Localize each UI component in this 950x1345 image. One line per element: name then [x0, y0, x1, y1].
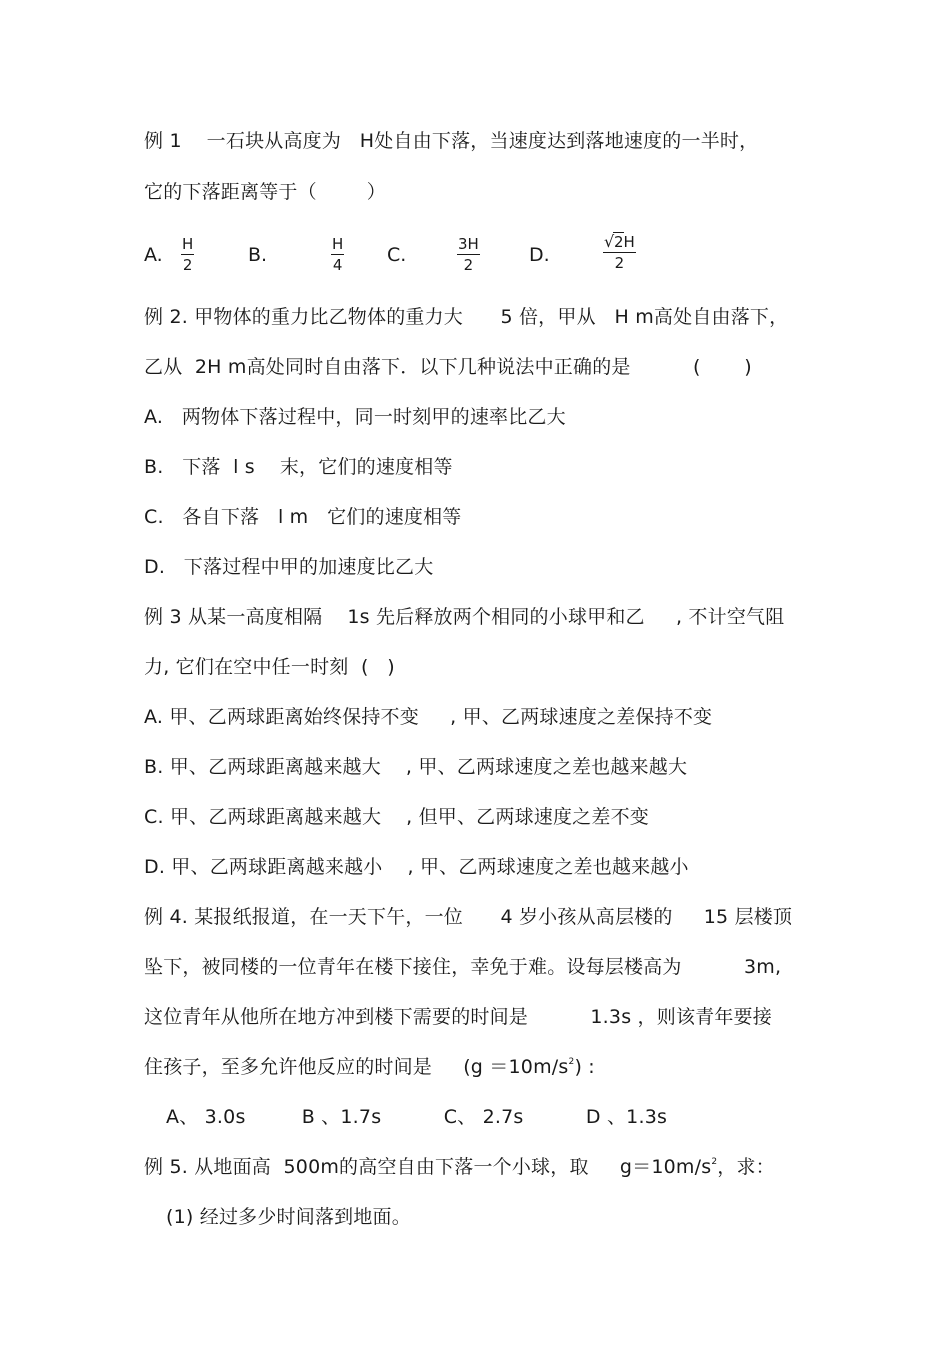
q1-option-a-label: A. [144, 244, 163, 266]
superscript: 2 [711, 1157, 718, 1167]
q1-stem-line2: 它的下落距离等于（ ） [144, 181, 386, 203]
q2-option-d: D. 下落过程中甲的加速度比乙大 [144, 556, 434, 578]
q2-stem-line1: 例 2. 甲物体的重力比乙物体的重力大 5 倍，甲从 H m高处自由落下， [144, 306, 789, 328]
q1-option-c-label: C. [387, 244, 407, 266]
q4-stem-line2: 坠下，被同楼的一位青年在楼下接住，幸免于难。设每层楼高为 3m, [144, 956, 782, 978]
numerator: H [332, 235, 344, 253]
q3-option-c: C. 甲、乙两球距离越来越大 , 但甲、乙两球速度之差不变 [144, 806, 649, 828]
numerator: 3H [458, 235, 479, 253]
q1-option-d-fraction [603, 234, 636, 272]
numerator: H [182, 235, 194, 253]
q1-option-a-fraction [181, 236, 194, 274]
numerator-rest: H [623, 233, 635, 251]
q3-option-a: A. 甲、乙两球距离始终保持不变 , 甲、乙两球速度之差保持不变 [144, 706, 713, 728]
radicand: 2 [614, 233, 624, 251]
q3-stem-line1: 例 3 从某一高度相隔 1s 先后释放两个相同的小球甲和乙 , 不计空气阻 [144, 606, 785, 628]
q2-stem-line2: 乙从 2H m高处同时自由落下．以下几种说法中正确的是 ( ) [144, 356, 752, 378]
q4-stem-line1: 例 4. 某报纸报道，在一天下午，一位 4 岁小孩从高层楼的 15 层楼顶 [144, 906, 793, 928]
q5-line1-tail: ，求： [717, 1156, 775, 1178]
q1-stem-line1: 例 1 一石块从高度为 H处自由下落，当速度达到落地速度的一半时， [144, 130, 759, 152]
q5-subquestion-1: (1) 经过多少时间落到地面。 [166, 1206, 411, 1228]
radical-sign: √ [604, 232, 615, 251]
q4-options: A、 3.0s B 、1.7s C、 2.7s D 、1.3s [166, 1106, 668, 1128]
q4-stem-line4 [144, 1055, 595, 1079]
q1-option-b-label: B. [248, 244, 268, 266]
denominator: 4 [332, 256, 343, 274]
q1-option-d-label: D. [529, 244, 550, 266]
q2-option-c: C. 各自下落 l m 它们的速度相等 [144, 506, 462, 528]
q2-option-a: A. 两物体下落过程中，同一时刻甲的速率比乙大 [144, 406, 566, 428]
q5-line1-text: 例 5. 从地面高 500m的高空自由下落一个小球，取 g＝10m/s [144, 1156, 712, 1178]
q3-stem-line2: 力, 它们在空中任一时刻 ( ) [144, 656, 395, 678]
q3-option-b: B. 甲、乙两球距离越来越大 , 甲、乙两球速度之差也越来越大 [144, 756, 688, 778]
q4-line4-tail: ) : [574, 1056, 595, 1078]
q4-stem-line3: 这位青年从他所在地方冲到楼下需要的时间是 1.3s ，则该青年要接 [144, 1006, 772, 1028]
superscript: 2 [568, 1057, 575, 1067]
q5-stem-line1 [144, 1155, 775, 1179]
q1-option-c-fraction [457, 236, 480, 274]
sqrt-expression [604, 234, 624, 251]
denominator: 2 [463, 256, 474, 274]
q1-option-b-fraction [331, 236, 344, 274]
q2-option-b: B. 下落 l s 末，它们的速度相等 [144, 456, 453, 478]
denominator: 2 [614, 254, 625, 272]
q4-line4-text: 住孩子，至多允许他反应的时间是 (g ＝10m/s [144, 1056, 569, 1078]
denominator: 2 [182, 256, 193, 274]
q3-option-d: D. 甲、乙两球距离越来越小 , 甲、乙两球速度之差也越来越小 [144, 856, 689, 878]
numerator [603, 234, 636, 252]
